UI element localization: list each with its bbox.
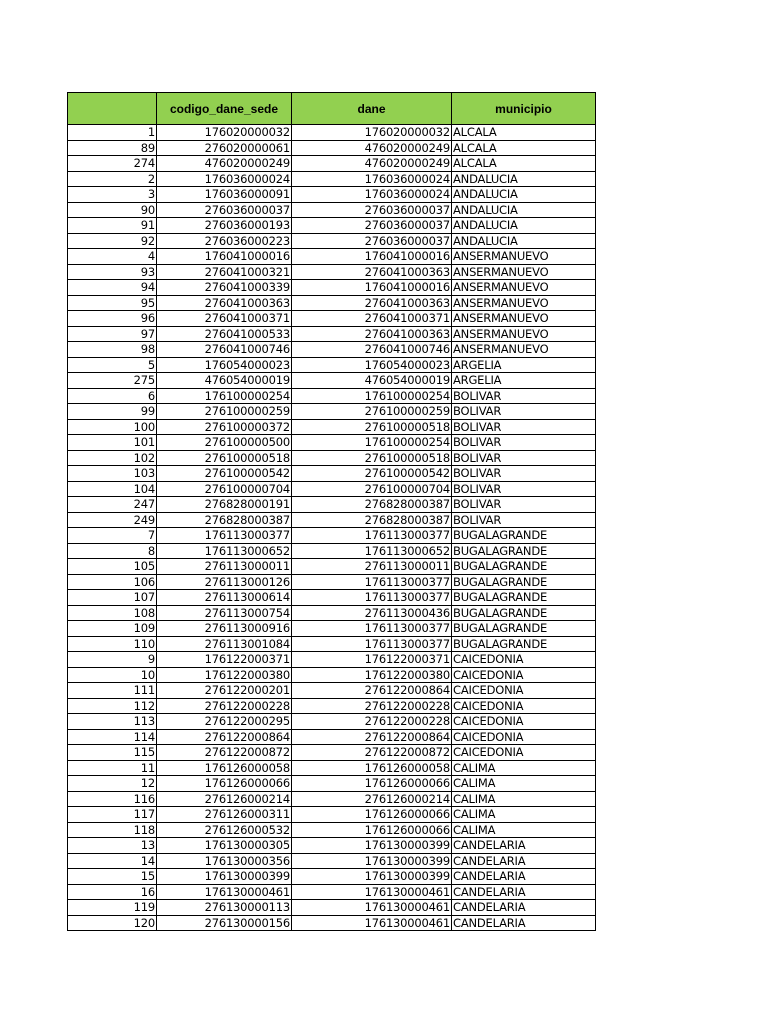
cell-index[interactable]: 94 bbox=[68, 280, 157, 296]
cell-codigo-dane-sede[interactable]: 176036000091 bbox=[157, 187, 292, 203]
cell-codigo-dane-sede[interactable]: 276036000223 bbox=[157, 233, 292, 249]
cell-municipio[interactable]: ANDALUCIA bbox=[452, 202, 596, 218]
table-row bbox=[68, 450, 596, 466]
cell-dane[interactable]: 176113000377 bbox=[292, 528, 452, 544]
cell-municipio[interactable]: CALIMA bbox=[452, 791, 596, 807]
cell-codigo-dane-sede[interactable]: 276113000614 bbox=[157, 590, 292, 606]
cell-municipio[interactable]: ANSERMANUEVO bbox=[452, 280, 596, 296]
cell-index[interactable]: 115 bbox=[68, 745, 157, 761]
cell-dane[interactable]: 176113000377 bbox=[292, 621, 452, 637]
cell-dane[interactable]: 276113000011 bbox=[292, 559, 452, 575]
table-row bbox=[68, 605, 596, 621]
cell-municipio[interactable]: ANDALUCIA bbox=[452, 171, 596, 187]
cell-codigo-dane-sede[interactable]: 276036000037 bbox=[157, 202, 292, 218]
cell-dane[interactable]: 276126000214 bbox=[292, 791, 452, 807]
cell-dane[interactable]: 176130000399 bbox=[292, 838, 452, 854]
cell-municipio[interactable]: BUGALAGRANDE bbox=[452, 543, 596, 559]
cell-dane[interactable]: 176020000032 bbox=[292, 125, 452, 141]
cell-dane[interactable]: 276041000363 bbox=[292, 295, 452, 311]
cell-index[interactable]: 275 bbox=[68, 373, 157, 389]
cell-municipio[interactable]: CANDELARIA bbox=[452, 838, 596, 854]
table-row bbox=[68, 822, 596, 838]
cell-municipio[interactable]: ARGELIA bbox=[452, 357, 596, 373]
table-row bbox=[68, 512, 596, 528]
cell-municipio[interactable]: ANSERMANUEVO bbox=[452, 295, 596, 311]
cell-codigo-dane-sede[interactable]: 176122000371 bbox=[157, 652, 292, 668]
cell-index[interactable]: 112 bbox=[68, 698, 157, 714]
cell-index[interactable]: 118 bbox=[68, 822, 157, 838]
table-row bbox=[68, 884, 596, 900]
table-row bbox=[68, 357, 596, 373]
cell-codigo-dane-sede[interactable]: 276828000191 bbox=[157, 497, 292, 513]
table-row bbox=[68, 435, 596, 451]
cell-dane[interactable]: 176130000399 bbox=[292, 869, 452, 885]
cell-dane[interactable]: 276828000387 bbox=[292, 497, 452, 513]
cell-index[interactable]: 102 bbox=[68, 450, 157, 466]
cell-codigo-dane-sede[interactable]: 176100000254 bbox=[157, 388, 292, 404]
table-row bbox=[68, 621, 596, 637]
cell-municipio[interactable]: BUGALAGRANDE bbox=[452, 590, 596, 606]
cell-codigo-dane-sede[interactable]: 276126000311 bbox=[157, 807, 292, 823]
cell-codigo-dane-sede[interactable]: 276113000126 bbox=[157, 574, 292, 590]
cell-index[interactable]: 1 bbox=[68, 125, 157, 141]
cell-codigo-dane-sede[interactable]: 176041000016 bbox=[157, 249, 292, 265]
cell-municipio[interactable]: CAICEDONIA bbox=[452, 714, 596, 730]
table-row bbox=[68, 156, 596, 172]
cell-index[interactable]: 247 bbox=[68, 497, 157, 513]
cell-municipio[interactable]: ANDALUCIA bbox=[452, 187, 596, 203]
table-row bbox=[68, 838, 596, 854]
cell-municipio[interactable]: ANSERMANUEVO bbox=[452, 326, 596, 342]
cell-index[interactable]: 91 bbox=[68, 218, 157, 234]
cell-municipio[interactable]: BOLIVAR bbox=[452, 388, 596, 404]
table-row bbox=[68, 187, 596, 203]
cell-index[interactable]: 11 bbox=[68, 760, 157, 776]
table-row bbox=[68, 233, 596, 249]
cell-codigo-dane-sede[interactable]: 276122000228 bbox=[157, 698, 292, 714]
cell-codigo-dane-sede[interactable]: 276100000259 bbox=[157, 404, 292, 420]
cell-index[interactable]: 274 bbox=[68, 156, 157, 172]
table-row bbox=[68, 776, 596, 792]
cell-index[interactable]: 119 bbox=[68, 900, 157, 916]
cell-index[interactable]: 108 bbox=[68, 605, 157, 621]
cell-municipio[interactable]: CANDELARIA bbox=[452, 869, 596, 885]
cell-index[interactable]: 106 bbox=[68, 574, 157, 590]
cell-index[interactable]: 96 bbox=[68, 311, 157, 327]
cell-codigo-dane-sede[interactable]: 176122000380 bbox=[157, 667, 292, 683]
cell-index[interactable]: 14 bbox=[68, 853, 157, 869]
cell-codigo-dane-sede[interactable]: 276828000387 bbox=[157, 512, 292, 528]
cell-index[interactable]: 117 bbox=[68, 807, 157, 823]
cell-dane[interactable]: 276036000037 bbox=[292, 218, 452, 234]
cell-codigo-dane-sede[interactable]: 176020000032 bbox=[157, 125, 292, 141]
table-row bbox=[68, 807, 596, 823]
cell-codigo-dane-sede[interactable]: 176126000058 bbox=[157, 760, 292, 776]
cell-municipio[interactable]: BOLIVAR bbox=[452, 512, 596, 528]
cell-dane[interactable]: 276122000228 bbox=[292, 698, 452, 714]
cell-index[interactable]: 8 bbox=[68, 543, 157, 559]
cell-index[interactable]: 103 bbox=[68, 466, 157, 482]
cell-dane[interactable]: 176113000377 bbox=[292, 636, 452, 652]
cell-codigo-dane-sede[interactable]: 176130000461 bbox=[157, 884, 292, 900]
cell-municipio[interactable]: BUGALAGRANDE bbox=[452, 528, 596, 544]
cell-index[interactable]: 111 bbox=[68, 683, 157, 699]
table-row bbox=[68, 388, 596, 404]
cell-codigo-dane-sede[interactable]: 276113001084 bbox=[157, 636, 292, 652]
cell-municipio[interactable]: ANSERMANUEVO bbox=[452, 264, 596, 280]
cell-dane[interactable]: 276041000746 bbox=[292, 342, 452, 358]
cell-codigo-dane-sede[interactable]: 276126000532 bbox=[157, 822, 292, 838]
cell-municipio[interactable]: CALIMA bbox=[452, 760, 596, 776]
cell-codigo-dane-sede[interactable]: 276122000295 bbox=[157, 714, 292, 730]
cell-index[interactable]: 109 bbox=[68, 621, 157, 637]
table-row bbox=[68, 342, 596, 358]
table-row bbox=[68, 543, 596, 559]
cell-codigo-dane-sede[interactable]: 176126000066 bbox=[157, 776, 292, 792]
cell-index[interactable]: 105 bbox=[68, 559, 157, 575]
cell-municipio[interactable]: CANDELARIA bbox=[452, 853, 596, 869]
table-row bbox=[68, 745, 596, 761]
cell-municipio[interactable]: ANDALUCIA bbox=[452, 233, 596, 249]
cell-codigo-dane-sede[interactable]: 176130000305 bbox=[157, 838, 292, 854]
cell-dane[interactable]: 176126000066 bbox=[292, 822, 452, 838]
table-row bbox=[68, 419, 596, 435]
table-row bbox=[68, 295, 596, 311]
cell-dane[interactable]: 276100000518 bbox=[292, 450, 452, 466]
cell-codigo-dane-sede[interactable]: 176130000399 bbox=[157, 869, 292, 885]
table-row bbox=[68, 481, 596, 497]
cell-municipio[interactable]: BOLIVAR bbox=[452, 481, 596, 497]
cell-codigo-dane-sede[interactable]: 276041000371 bbox=[157, 311, 292, 327]
cell-codigo-dane-sede[interactable]: 276122000864 bbox=[157, 729, 292, 745]
cell-dane[interactable]: 276122000872 bbox=[292, 745, 452, 761]
cell-codigo-dane-sede[interactable]: 276122000872 bbox=[157, 745, 292, 761]
table-row bbox=[68, 326, 596, 342]
cell-dane[interactable]: 176113000652 bbox=[292, 543, 452, 559]
cell-index[interactable]: 92 bbox=[68, 233, 157, 249]
cell-dane[interactable]: 176122000371 bbox=[292, 652, 452, 668]
cell-index[interactable]: 9 bbox=[68, 652, 157, 668]
table-row bbox=[68, 559, 596, 575]
cell-municipio[interactable]: ALCALA bbox=[452, 140, 596, 156]
cell-index[interactable]: 90 bbox=[68, 202, 157, 218]
cell-codigo-dane-sede[interactable]: 276020000061 bbox=[157, 140, 292, 156]
cell-codigo-dane-sede[interactable]: 276041000321 bbox=[157, 264, 292, 280]
cell-index[interactable]: 98 bbox=[68, 342, 157, 358]
table-row bbox=[68, 853, 596, 869]
cell-codigo-dane-sede[interactable]: 276036000193 bbox=[157, 218, 292, 234]
cell-municipio[interactable]: BOLIVAR bbox=[452, 497, 596, 513]
cell-index[interactable]: 100 bbox=[68, 419, 157, 435]
cell-municipio[interactable]: CANDELARIA bbox=[452, 900, 596, 916]
cell-municipio[interactable]: BUGALAGRANDE bbox=[452, 559, 596, 575]
table-row bbox=[68, 311, 596, 327]
cell-dane[interactable]: 176113000377 bbox=[292, 590, 452, 606]
cell-dane[interactable]: 276122000228 bbox=[292, 714, 452, 730]
cell-codigo-dane-sede[interactable]: 476054000019 bbox=[157, 373, 292, 389]
table-row bbox=[68, 125, 596, 141]
table-row bbox=[68, 171, 596, 187]
cell-municipio[interactable]: CAICEDONIA bbox=[452, 745, 596, 761]
table-row bbox=[68, 218, 596, 234]
cell-index[interactable]: 114 bbox=[68, 729, 157, 745]
cell-dane[interactable]: 276100000704 bbox=[292, 481, 452, 497]
data-table bbox=[67, 92, 596, 931]
cell-index[interactable]: 3 bbox=[68, 187, 157, 203]
cell-municipio[interactable]: ANDALUCIA bbox=[452, 218, 596, 234]
cell-index[interactable]: 15 bbox=[68, 869, 157, 885]
cell-dane[interactable]: 176126000058 bbox=[292, 760, 452, 776]
cell-municipio[interactable]: ANSERMANUEVO bbox=[452, 249, 596, 265]
cell-municipio[interactable]: BUGALAGRANDE bbox=[452, 636, 596, 652]
table-row bbox=[68, 652, 596, 668]
cell-codigo-dane-sede[interactable]: 276113000754 bbox=[157, 605, 292, 621]
cell-dane[interactable]: 276041000363 bbox=[292, 264, 452, 280]
cell-index[interactable]: 13 bbox=[68, 838, 157, 854]
cell-municipio[interactable]: BUGALAGRANDE bbox=[452, 574, 596, 590]
cell-dane[interactable]: 176126000066 bbox=[292, 807, 452, 823]
cell-municipio[interactable]: ANSERMANUEVO bbox=[452, 342, 596, 358]
cell-dane[interactable]: 176122000380 bbox=[292, 667, 452, 683]
cell-codigo-dane-sede[interactable]: 276041000533 bbox=[157, 326, 292, 342]
cell-municipio[interactable]: BOLIVAR bbox=[452, 404, 596, 420]
cell-dane[interactable]: 476020000249 bbox=[292, 156, 452, 172]
cell-dane[interactable]: 276122000864 bbox=[292, 729, 452, 745]
cell-index[interactable]: 116 bbox=[68, 791, 157, 807]
table-header bbox=[68, 93, 596, 125]
cell-index[interactable]: 120 bbox=[68, 915, 157, 931]
header-municipio[interactable]: municipio bbox=[452, 93, 596, 125]
table-row bbox=[68, 683, 596, 699]
table-row bbox=[68, 466, 596, 482]
table-row bbox=[68, 590, 596, 606]
cell-codigo-dane-sede[interactable]: 276100000372 bbox=[157, 419, 292, 435]
cell-municipio[interactable]: BOLIVAR bbox=[452, 450, 596, 466]
cell-municipio[interactable]: ALCALA bbox=[452, 156, 596, 172]
cell-dane[interactable]: 276041000363 bbox=[292, 326, 452, 342]
cell-dane[interactable]: 476054000019 bbox=[292, 373, 452, 389]
cell-codigo-dane-sede[interactable]: 276122000201 bbox=[157, 683, 292, 699]
header-codigo-dane-sede[interactable]: codigo_dane_sede bbox=[157, 93, 292, 125]
cell-index[interactable]: 113 bbox=[68, 714, 157, 730]
cell-index[interactable]: 7 bbox=[68, 528, 157, 544]
cell-dane[interactable]: 276122000864 bbox=[292, 683, 452, 699]
cell-codigo-dane-sede[interactable]: 176130000356 bbox=[157, 853, 292, 869]
cell-codigo-dane-sede[interactable]: 276100000542 bbox=[157, 466, 292, 482]
cell-index[interactable]: 12 bbox=[68, 776, 157, 792]
cell-codigo-dane-sede[interactable]: 176054000023 bbox=[157, 357, 292, 373]
cell-codigo-dane-sede[interactable]: 276113000916 bbox=[157, 621, 292, 637]
cell-dane[interactable]: 276100000518 bbox=[292, 419, 452, 435]
table-row bbox=[68, 714, 596, 730]
cell-index[interactable]: 110 bbox=[68, 636, 157, 652]
cell-dane[interactable]: 276036000037 bbox=[292, 202, 452, 218]
cell-index[interactable]: 4 bbox=[68, 249, 157, 265]
table-row bbox=[68, 280, 596, 296]
cell-index[interactable]: 93 bbox=[68, 264, 157, 280]
cell-municipio[interactable]: CANDELARIA bbox=[452, 915, 596, 931]
cell-codigo-dane-sede[interactable]: 276130000156 bbox=[157, 915, 292, 931]
table-row bbox=[68, 264, 596, 280]
cell-dane[interactable]: 176113000377 bbox=[292, 574, 452, 590]
table-row bbox=[68, 869, 596, 885]
cell-municipio[interactable]: CANDELARIA bbox=[452, 884, 596, 900]
cell-municipio[interactable]: BUGALAGRANDE bbox=[452, 621, 596, 637]
cell-codigo-dane-sede[interactable]: 276130000113 bbox=[157, 900, 292, 916]
table-row bbox=[68, 404, 596, 420]
cell-index[interactable]: 99 bbox=[68, 404, 157, 420]
cell-index[interactable]: 107 bbox=[68, 590, 157, 606]
cell-dane[interactable]: 176130000461 bbox=[292, 915, 452, 931]
cell-codigo-dane-sede[interactable]: 276113000011 bbox=[157, 559, 292, 575]
cell-dane[interactable]: 176036000024 bbox=[292, 187, 452, 203]
cell-dane[interactable]: 476020000249 bbox=[292, 140, 452, 156]
cell-index[interactable]: 2 bbox=[68, 171, 157, 187]
cell-codigo-dane-sede[interactable]: 276041000339 bbox=[157, 280, 292, 296]
table-row bbox=[68, 373, 596, 389]
cell-dane[interactable]: 176041000016 bbox=[292, 249, 452, 265]
cell-dane[interactable]: 276036000037 bbox=[292, 233, 452, 249]
cell-codigo-dane-sede[interactable]: 176113000652 bbox=[157, 543, 292, 559]
cell-dane[interactable]: 176041000016 bbox=[292, 280, 452, 296]
cell-codigo-dane-sede[interactable]: 276041000363 bbox=[157, 295, 292, 311]
cell-dane[interactable]: 176054000023 bbox=[292, 357, 452, 373]
cell-municipio[interactable]: CAICEDONIA bbox=[452, 729, 596, 745]
cell-dane[interactable]: 176100000254 bbox=[292, 435, 452, 451]
cell-codigo-dane-sede[interactable]: 176113000377 bbox=[157, 528, 292, 544]
cell-municipio[interactable]: CAICEDONIA bbox=[452, 683, 596, 699]
cell-index[interactable]: 104 bbox=[68, 481, 157, 497]
table-row bbox=[68, 915, 596, 931]
table-row bbox=[68, 900, 596, 916]
cell-index[interactable]: 95 bbox=[68, 295, 157, 311]
table-row bbox=[68, 760, 596, 776]
cell-municipio[interactable]: CALIMA bbox=[452, 822, 596, 838]
cell-index[interactable]: 249 bbox=[68, 512, 157, 528]
cell-dane[interactable]: 176130000399 bbox=[292, 853, 452, 869]
header-index[interactable] bbox=[68, 93, 157, 125]
cell-municipio[interactable]: ANSERMANUEVO bbox=[452, 311, 596, 327]
table-row bbox=[68, 636, 596, 652]
table-row bbox=[68, 574, 596, 590]
table-row bbox=[68, 698, 596, 714]
cell-dane[interactable]: 276828000387 bbox=[292, 512, 452, 528]
cell-municipio[interactable]: ALCALA bbox=[452, 125, 596, 141]
cell-municipio[interactable]: CAICEDONIA bbox=[452, 667, 596, 683]
cell-municipio[interactable]: CAICEDONIA bbox=[452, 698, 596, 714]
header-row bbox=[68, 93, 596, 125]
table-row bbox=[68, 140, 596, 156]
table-body bbox=[68, 125, 596, 931]
table-row bbox=[68, 249, 596, 265]
cell-municipio[interactable]: CALIMA bbox=[452, 776, 596, 792]
cell-dane[interactable]: 276100000259 bbox=[292, 404, 452, 420]
header-dane[interactable]: dane bbox=[292, 93, 452, 125]
cell-municipio[interactable]: BUGALAGRANDE bbox=[452, 605, 596, 621]
cell-codigo-dane-sede[interactable]: 176036000024 bbox=[157, 171, 292, 187]
cell-index[interactable]: 89 bbox=[68, 140, 157, 156]
cell-dane[interactable]: 276113000436 bbox=[292, 605, 452, 621]
cell-dane[interactable]: 276100000542 bbox=[292, 466, 452, 482]
table-row bbox=[68, 791, 596, 807]
cell-dane[interactable]: 176130000461 bbox=[292, 884, 452, 900]
cell-dane[interactable]: 176100000254 bbox=[292, 388, 452, 404]
cell-dane[interactable]: 176126000066 bbox=[292, 776, 452, 792]
cell-codigo-dane-sede[interactable]: 276041000746 bbox=[157, 342, 292, 358]
table-row bbox=[68, 729, 596, 745]
cell-dane[interactable]: 276041000371 bbox=[292, 311, 452, 327]
cell-index[interactable]: 5 bbox=[68, 357, 157, 373]
table-row bbox=[68, 528, 596, 544]
cell-codigo-dane-sede[interactable]: 276126000214 bbox=[157, 791, 292, 807]
cell-municipio[interactable]: BOLIVAR bbox=[452, 466, 596, 482]
table-row bbox=[68, 497, 596, 513]
cell-codigo-dane-sede[interactable]: 276100000518 bbox=[157, 450, 292, 466]
cell-municipio[interactable]: CAICEDONIA bbox=[452, 652, 596, 668]
cell-municipio[interactable]: BOLIVAR bbox=[452, 419, 596, 435]
cell-municipio[interactable]: ARGELIA bbox=[452, 373, 596, 389]
cell-index[interactable]: 16 bbox=[68, 884, 157, 900]
cell-index[interactable]: 101 bbox=[68, 435, 157, 451]
cell-municipio[interactable]: CALIMA bbox=[452, 807, 596, 823]
cell-index[interactable]: 10 bbox=[68, 667, 157, 683]
cell-dane[interactable]: 176036000024 bbox=[292, 171, 452, 187]
cell-index[interactable]: 97 bbox=[68, 326, 157, 342]
cell-codigo-dane-sede[interactable]: 276100000500 bbox=[157, 435, 292, 451]
cell-dane[interactable]: 176130000461 bbox=[292, 900, 452, 916]
cell-codigo-dane-sede[interactable]: 276100000704 bbox=[157, 481, 292, 497]
cell-index[interactable]: 6 bbox=[68, 388, 157, 404]
cell-municipio[interactable]: BOLIVAR bbox=[452, 435, 596, 451]
table-row bbox=[68, 667, 596, 683]
table-row bbox=[68, 202, 596, 218]
cell-codigo-dane-sede[interactable]: 476020000249 bbox=[157, 156, 292, 172]
